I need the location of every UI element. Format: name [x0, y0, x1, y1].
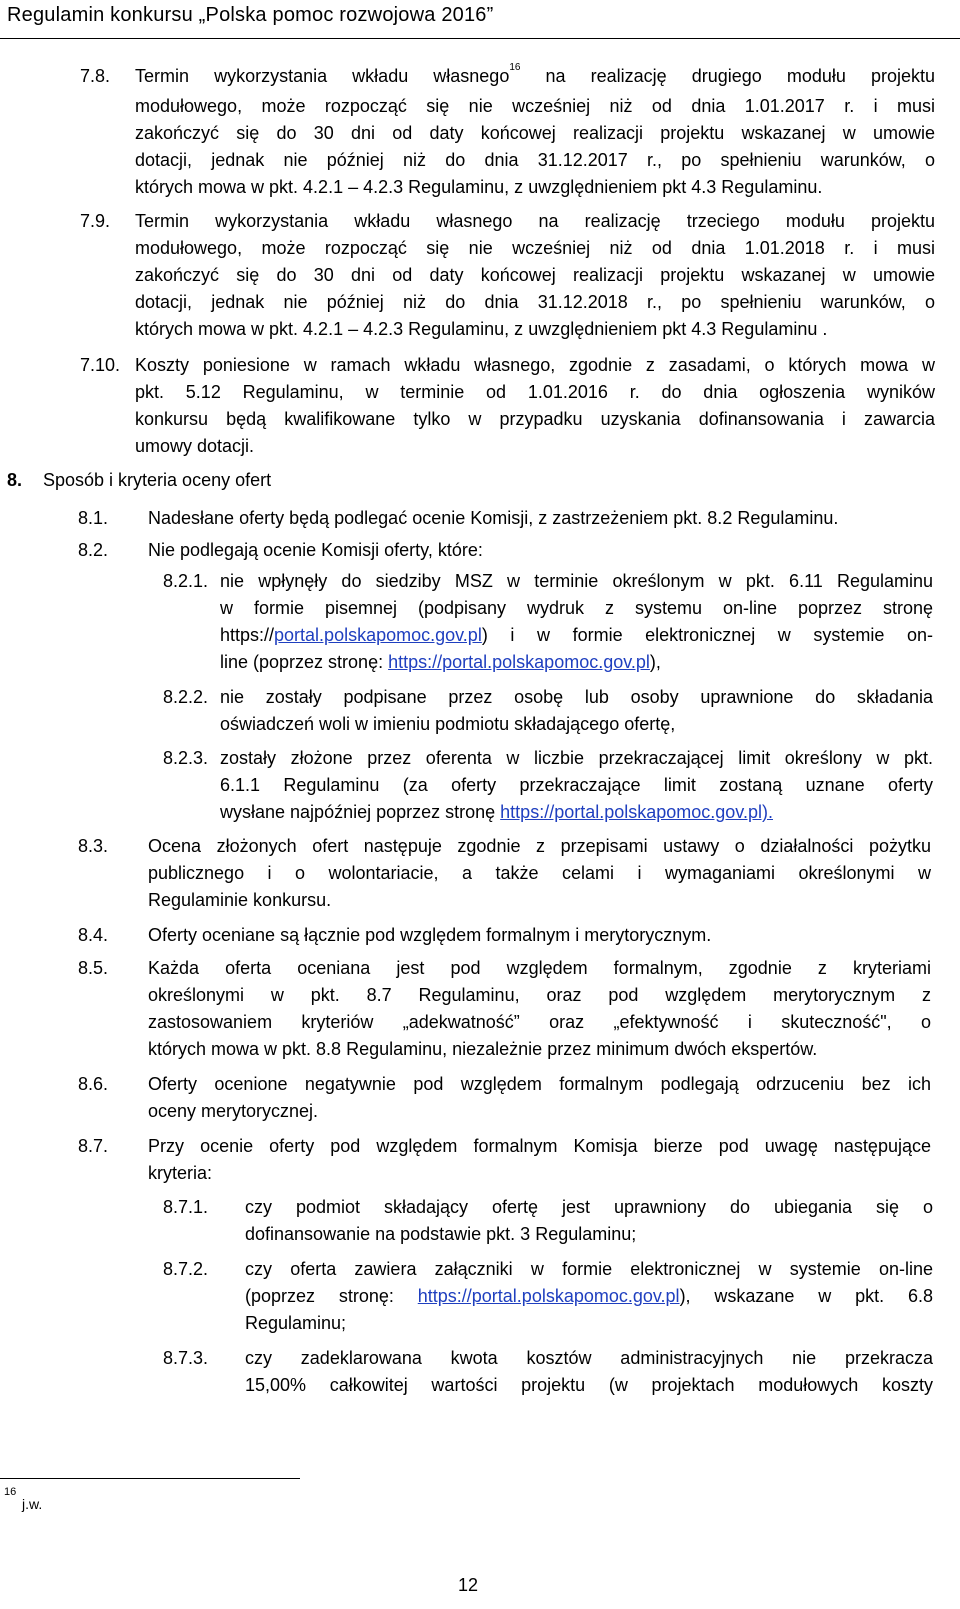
- text-fragment: na realizację drugiego modułu projektu: [520, 66, 935, 86]
- paragraph-number: 8.1.: [78, 508, 109, 528]
- paragraph-number: 8.7.2.: [163, 1259, 209, 1279]
- text-line: Oferty oceniane są łącznie pod względem formalnym i merytorycznym.: [148, 925, 712, 945]
- page-number: 12: [458, 1575, 479, 1595]
- paragraph-number: 8.2.1.: [163, 571, 209, 591]
- paragraph-text: [148, 1133, 931, 1187]
- footnote-number: 16: [4, 1486, 17, 1498]
- text-line: [220, 649, 933, 676]
- paragraph-number: 8.2.3.: [163, 748, 209, 768]
- paragraph-number: 8.3.: [78, 836, 109, 856]
- paragraph-text: [135, 352, 935, 460]
- text-line: kryteria:: [148, 1163, 213, 1183]
- text-line: modułowego, może rozpocząć się nie wcześniej niż od dnia 1.01.2018 r. i musi: [135, 238, 935, 258]
- paragraph-text: [148, 505, 938, 532]
- portal-link[interactable]: https://portal.polskapomoc.gov.pl: [417, 1286, 680, 1306]
- text-line: dotacji, jednak nie później niż do dnia 31.12.2018 r., po spełnieniu warunków, o: [135, 292, 935, 312]
- text-fragment: ) i w formie elektronicznej w systemie on-: [481, 625, 933, 645]
- text-line: konkursu będą kwalifikowane tylko w przypadku uzyskania dofinansowania i zawarcia: [135, 409, 935, 429]
- text-line: publicznego i o wolontariacie, a także celami i wymaganiami określonymi w: [148, 863, 931, 883]
- text-line: Ocena złożonych ofert następuje zgodnie z przepisami ustawy o działalności pożytku: [148, 836, 931, 856]
- text-line: czy zadeklarowana kwota kosztów administracyjnych nie przekracza: [245, 1348, 933, 1368]
- text-line: dofinansowanie na podstawie pkt. 3 Regulaminu;: [245, 1224, 637, 1244]
- text-line: w formie pisemnej (podpisany wydruk z systemu on-line poprzez stronę: [220, 598, 933, 618]
- text-line: zostały złożone przez oferenta w liczbie przekraczającej limit określony w pkt.: [220, 748, 933, 768]
- paragraph-number: 8.4.: [78, 925, 109, 945]
- paragraph-number: 8.7.: [78, 1136, 109, 1156]
- paragraph-number: 8.2.: [78, 540, 109, 560]
- text-line: Każda oferta oceniana jest pod względem formalnym, zgodnie z kryteriami: [148, 958, 931, 978]
- text-line: modułowego, może rozpocząć się nie wcześniej niż od dnia 1.01.2017 r. i musi: [135, 96, 935, 116]
- paragraph-text: [245, 1345, 933, 1399]
- paragraph-text: [148, 955, 931, 1063]
- text-line: czy oferta zawiera załączniki w formie elektronicznej w systemie on-line: [245, 1259, 933, 1279]
- text-fragment: https://: [220, 625, 275, 645]
- paragraph-text: [220, 684, 933, 738]
- text-line: których mowa w pkt. 4.2.1 – 4.2.3 Regulaminu, z uwzględnieniem pkt 4.3 Regulaminu.: [135, 177, 823, 197]
- text-line: Koszty poniesione w ramach wkładu własnego, zgodnie z zasadami, o których mowa w: [135, 355, 935, 375]
- paragraph-text: [148, 1071, 931, 1125]
- page-header: [0, 0, 960, 40]
- text-line: Regulaminu;: [245, 1313, 347, 1333]
- section-title: Sposób i kryteria oceny ofert: [43, 470, 272, 490]
- text-line: umowy dotacji.: [135, 436, 255, 456]
- text-line: oceny merytorycznej.: [148, 1101, 319, 1121]
- paragraph-text: [220, 568, 933, 676]
- text-line: [220, 622, 933, 649]
- section-number: 8.: [7, 470, 23, 490]
- paragraph-number: 8.6.: [78, 1074, 109, 1094]
- paragraph-number: 8.7.3.: [163, 1348, 209, 1368]
- text-fragment: wysłane najpóźniej poprzez stronę: [220, 802, 501, 822]
- header-divider: [0, 38, 960, 39]
- text-line: [135, 63, 935, 93]
- text-line: Oferty ocenione negatywnie pod względem formalnym podlegają odrzuceniu bez ich: [148, 1074, 931, 1094]
- text-fragment: (poprzez stronę:: [245, 1286, 418, 1306]
- text-line: oświadczeń woli w imieniu podmiotu składającego ofertę,: [220, 714, 676, 734]
- text-line: Przy ocenie oferty pod względem formalnym Komisja bierze pod uwagę następujące: [148, 1136, 931, 1156]
- footnote-divider: [0, 1478, 300, 1479]
- text-line: [245, 1283, 933, 1310]
- paragraph-text: [148, 922, 931, 949]
- text-line: 6.1.1 Regulaminu (za oferty przekraczające limit zostaną uznane oferty: [220, 775, 933, 795]
- paragraph-number: 8.2.2.: [163, 687, 209, 707]
- text-line: określonymi w pkt. 8.7 Regulaminu, oraz pod względem merytorycznym z: [148, 985, 931, 1005]
- paragraph-text: [135, 208, 935, 343]
- footnote-text: j.w.: [22, 1496, 43, 1512]
- paragraph-number: 7.10.: [80, 355, 121, 375]
- text-line: pkt. 5.12 Regulaminu, w terminie od 1.01.2016 r. do dnia ogłoszenia wyników: [135, 382, 935, 402]
- portal-link[interactable]: portal.polskapomoc.gov.pl: [274, 625, 482, 645]
- paragraph-text: [148, 537, 938, 564]
- text-line: których mowa w pkt. 4.2.1 – 4.2.3 Regulaminu, z uwzględnieniem pkt 4.3 Regulaminu .: [135, 319, 828, 339]
- text-line: Termin wykorzystania wkładu własnego na realizację trzeciego modułu projektu: [135, 211, 935, 231]
- text-line: dotacji, jednak nie później niż do dnia 31.12.2017 r., po spełnieniu warunków, o: [135, 150, 935, 170]
- text-line: nie zostały podpisane przez osobę lub osoby uprawnione do składania: [220, 687, 933, 707]
- text-line: zastosowaniem kryteriów „adekwatność” oraz „efektywność i skuteczność", o: [148, 1012, 931, 1032]
- paragraph-number: 7.9.: [80, 211, 111, 231]
- text-line: zakończyć się do 30 dni od daty końcowej realizacji projektu wskazanej w umowie: [135, 123, 935, 143]
- text-fragment: ),: [649, 652, 661, 672]
- portal-link[interactable]: https://portal.polskapomoc.gov.pl: [388, 652, 650, 672]
- document-title: Regulamin konkursu „Polska pomoc rozwojowa 2016”: [7, 4, 494, 26]
- text-fragment: ), wskazane w pkt. 6.8: [679, 1286, 934, 1306]
- text-fragment: Termin wykorzystania wkładu własnego: [135, 66, 510, 86]
- paragraph-text: [135, 63, 935, 201]
- paragraph-text: [245, 1256, 933, 1337]
- paragraph-text: [245, 1194, 933, 1248]
- text-line: zakończyć się do 30 dni od daty końcowej realizacji projektu wskazanej w umowie: [135, 265, 935, 285]
- paragraph-number: 8.7.1.: [163, 1197, 209, 1217]
- paragraph-text: [148, 833, 931, 914]
- text-line: Nadesłane oferty będą podlegać ocenie Komisji, z zastrzeżeniem pkt. 8.2 Regulaminu.: [148, 508, 839, 528]
- text-line: [220, 799, 933, 826]
- text-line: 15,00% całkowitej wartości projektu (w projektach modułowych koszty: [245, 1375, 933, 1395]
- paragraph-number: 8.5.: [78, 958, 109, 978]
- text-fragment: line (poprzez stronę:: [220, 652, 389, 672]
- paragraph-number: 7.8.: [80, 66, 111, 86]
- portal-link[interactable]: https://portal.polskapomoc.gov.pl).: [500, 802, 773, 822]
- paragraph-text: [220, 745, 933, 826]
- text-line: czy podmiot składający ofertę jest uprawniony do ubiegania się o: [245, 1197, 933, 1217]
- footnote-ref[interactable]: 16: [509, 62, 521, 73]
- text-line: Nie podlegają ocenie Komisji oferty, które:: [148, 540, 483, 560]
- text-line: nie wpłynęły do siedziby MSZ w terminie określonym w pkt. 6.11 Regulaminu: [220, 571, 933, 591]
- text-line: Regulaminie konkursu.: [148, 890, 332, 910]
- text-line: których mowa w pkt. 8.8 Regulaminu, niezależnie przez minimum dwóch ekspertów.: [148, 1039, 818, 1059]
